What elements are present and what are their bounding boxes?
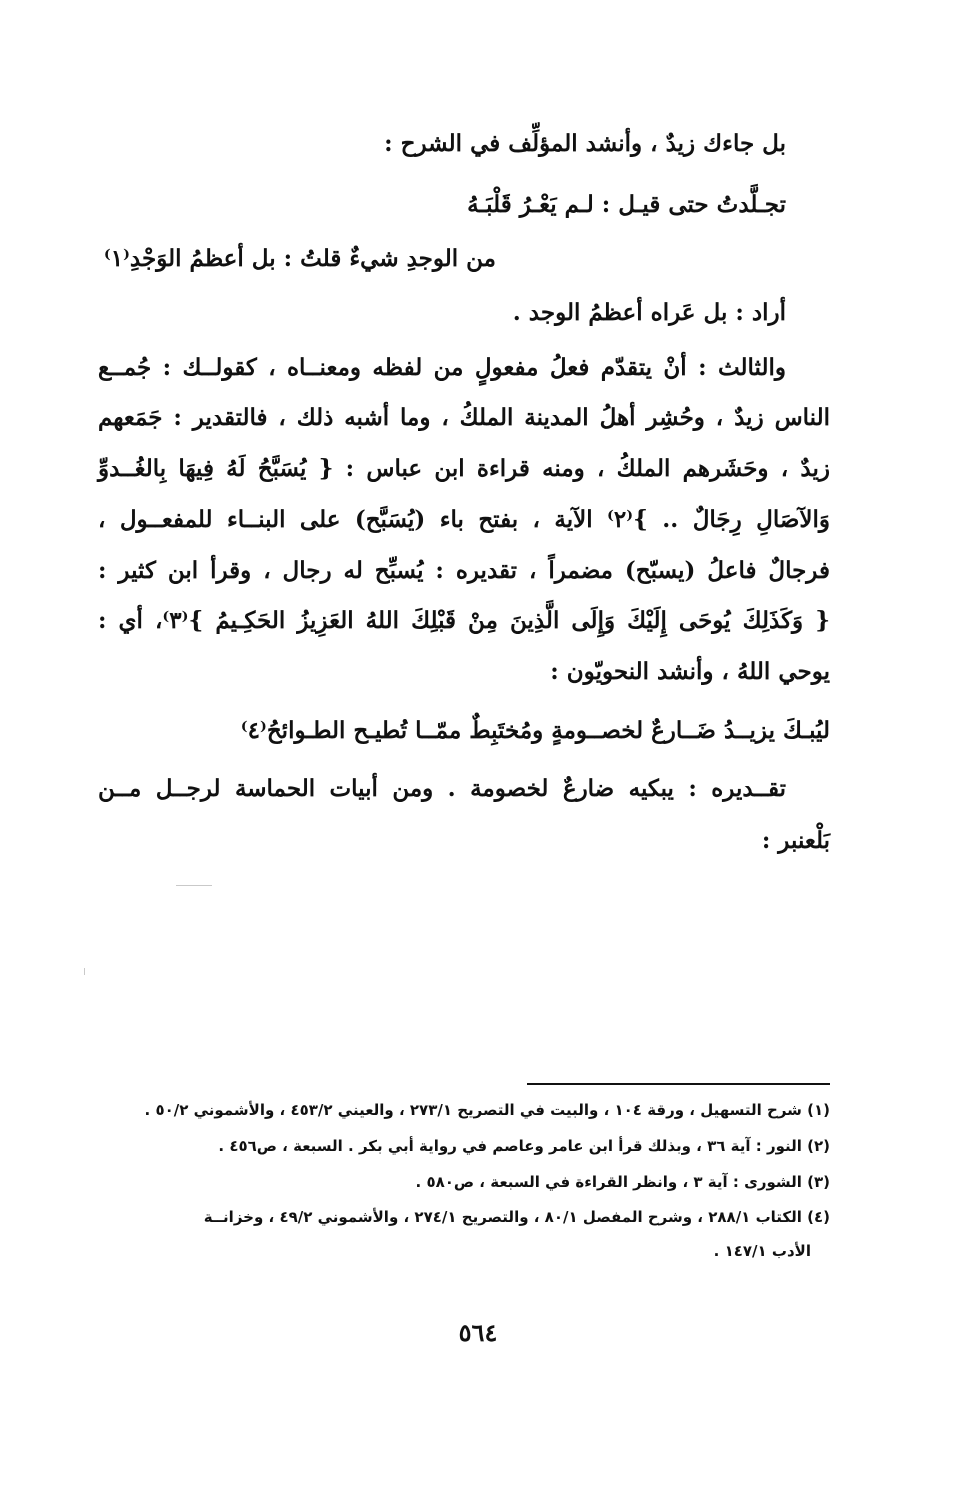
body-line-4: أراد : بل عَراه أعظمُ الوجد .: [512, 299, 786, 326]
footnote-1: (١) شرح التسهيل ، ورقة ١٠٤ ، والبيت في التصريح ٢٧٣/١ ، والعيني ٤٥٣/٢ ، والأشموني ٥٠/٢ .: [144, 1101, 830, 1119]
body-line-7: زيدٌ ، وحَشَرهم الملكُ ، ومنه قراءة ابن عباس : { يُسَبَّحُ لَهُ فِيهَا بِالغُــدوِّ: [98, 455, 830, 482]
scan-speck: [84, 968, 85, 975]
body-line-13: تقــديره : يبكيه ضارعٌ لخصومة . ومن أبيات الحماسة لرجــل مــن: [98, 775, 786, 802]
page-number: ٥٦٤: [458, 1318, 498, 1347]
footnote-separator: [527, 1083, 830, 1085]
body-line-10: { وَكَذَلِكَ يُوحَى إِلَيْكَ وَإِلَى الَّذِينَ مِنْ قَبْلِكَ اللهُ العَزِيزُ الحَكِـيمُ }⁽٣⁾، أي :: [98, 607, 831, 634]
body-line-14: بَلْعنبر :: [761, 827, 830, 854]
scan-speck: [176, 885, 212, 886]
footnote-4: (٤) الكتاب ٢٨٨/١ ، وشرح المفصل ٨٠/١ ، والتصريح ٢٧٤/١ ، والأشموني ٤٩/٢ ، وخزانــة: [203, 1208, 830, 1226]
footnote-3: (٣) الشورى : آية ٣ ، وانظر القراءة في السبعة ، ص٥٨٠ .: [415, 1173, 830, 1191]
footnote-4-continuation: الأدب ١٤٧/١ .: [713, 1242, 811, 1260]
body-line-9: فرجالٌ فاعلُ (يسبّح) مضمراً ، تقديره : يُسبِّح له رجال ، وقرأ ابن كثير :: [98, 557, 830, 584]
verse-2: ليُبـكَ يزيــدُ ضَــارعٌ لخصــومةٍ ومُختَبِطٌ ممّــا تُطيـح الطـوائحُ⁽٤⁾: [240, 717, 830, 744]
verse-1-first-hemistich: تجـلَّدتُ حتى قيـل : لـم يَعْـرُ قَلْبَـهُ: [467, 191, 786, 218]
body-line-5: والثالث : أنْ يتقدّم فعلُ مفعولٍ من لفظه ومعنــاه ، كقولــك : جُمــع: [98, 354, 786, 381]
body-line-8: وَالآصَالِ رِجَالٌ .. }⁽٢⁾ الآية ، بفتح باء (يُسَبَّح) على البنــاء للمفعــول ،: [98, 506, 830, 533]
verse-1-second-hemistich: من الوجدِ شيءٌ قلتُ : بل أعظمُ الوَجْدِ⁽١⁾: [103, 245, 496, 272]
body-line-11: يوحي اللهُ ، وأنشد النحويّون :: [550, 658, 830, 685]
body-line-1: بل جاءك زيدٌ ، وأنشد المؤلِّف في الشرح :: [384, 130, 786, 157]
footnote-2: (٢) النور : آية ٣٦ ، وبذلك قرأ ابن عامر وعاصم في رواية أبي بكر . السبعة ، ص٤٥٦ .: [218, 1137, 830, 1155]
body-line-6: الناس زيدٌ ، وحُشِر أهلُ المدينة الملكُ ، وما أشبه ذلك ، فالتقدير : جَمَعهم: [98, 404, 830, 431]
